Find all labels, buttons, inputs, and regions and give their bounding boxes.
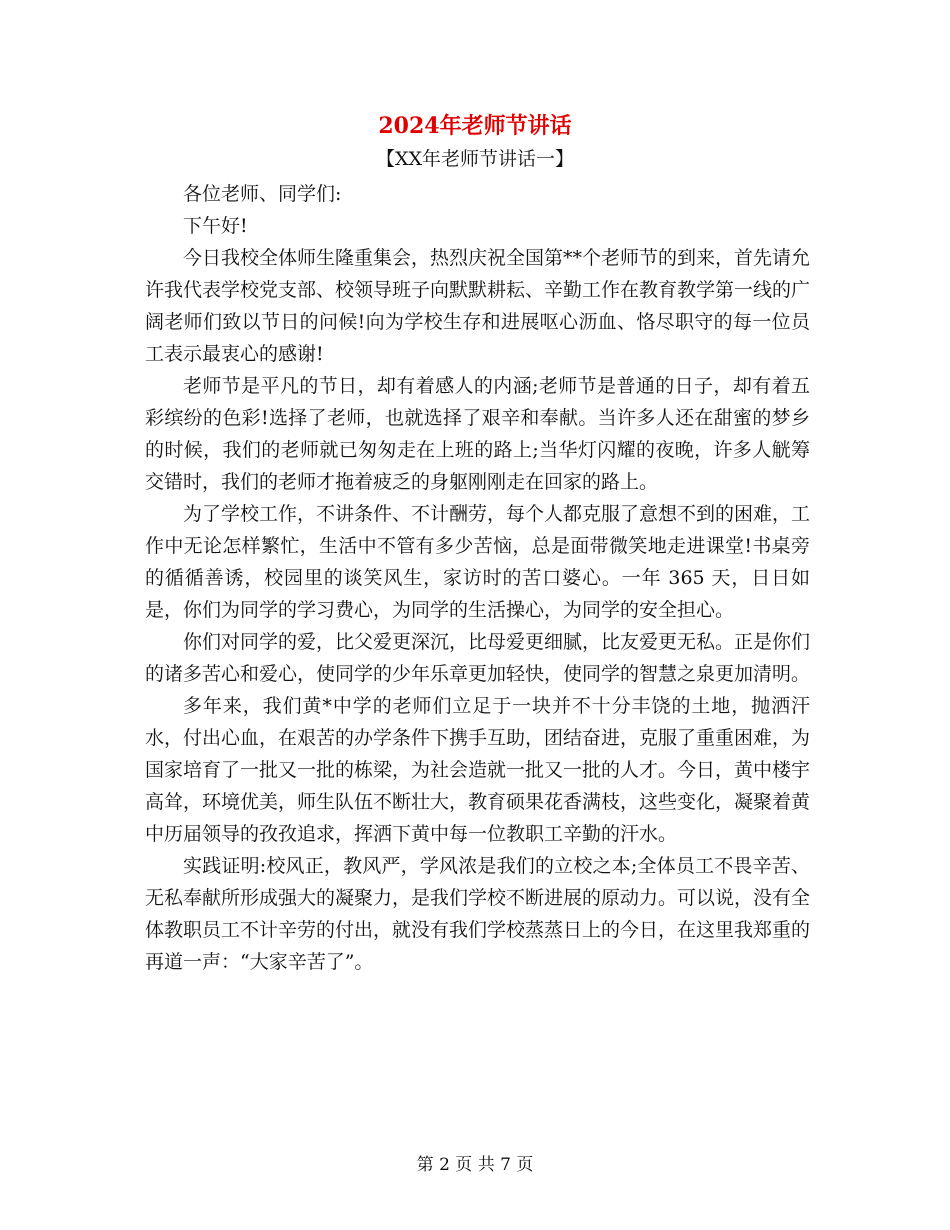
body-paragraph: 你们对同学的爱，比父爱更深沉，比母爱更细腻，比友爱更无私。正是你们的诸多苦心和爱心，使同学的少年乐章更加轻快，使同学的智慧之泉更加清明。 [145,631,811,685]
body-paragraph: 多年来，我们黄*中学的老师们立足于一块并不十分丰饶的土地，抛洒汗水，付出心血，在艰苦的办学条件下携手互助，团结奋进，克服了重重困难，为国家培育了一批又一批的栋梁，为社会造就一批又一批的人才。今日，黄中楼宇高耸，环境优美，师生队伍不断壮大，教育硕果花香满枝，这些变化，凝聚着黄中历届领导的孜孜追求，挥洒下黄中每一位教职工辛勤的汗水。 [145,695,811,845]
body-paragraph: 为了学校工作，不讲条件、不计酬劳，每个人都克服了意想不到的困难，工作中无论怎样繁忙，生活中不管有多少苦恼，总是面带微笑地走进课堂!书桌旁的循循善诱，校园里的谈笑风生，家访时的苦口婆心。一年 365 天，日日如是，你们为同学的学习费心，为同学的生活操心，为同学的安全担心。 [145,503,811,621]
greeting-line: 下午好! [183,215,248,237]
body-paragraph: 老师节是平凡的节日，却有着感人的内涵;老师节是普通的日子，却有着五彩缤纷的色彩!选择了老师，也就选择了艰辛和奉献。当许多人还在甜蜜的梦乡的时候，我们的老师就已匆匆走在上班的路上;当华灯闪耀的夜晚，许多人觥筹交错时，我们的老师才拖着疲乏的身躯刚刚走在回家的路上。 [145,375,810,493]
document-body [145,178,810,978]
body-paragraph: 今日我校全体师生隆重集会，热烈庆祝全国第**个老师节的到来，首先请允许我代表学校党支部、校领导班子向默默耕耘、辛勤工作在教育教学第一线的广阔老师们致以节日的问候!向为学校生存和进展呕心沥血、恪尽职守的每一位员工表示最衷心的感谢! [145,247,811,365]
body-paragraph: 实践证明:校风正，教风严，学风浓是我们的立校之本;全体员工不畏辛苦、无私奉献所形成强大的凝聚力，是我们学校不断进展的原动力。可以说，没有全体教职员工不计辛劳的付出，就没有我们学校蒸蒸日上的今日，在这里我郑重的再道一声：“大家辛苦了”。 [145,855,811,973]
document-subtitle: 【XX年老师节讲话一】 [375,148,575,170]
document-title: 2024年老师节讲话 [378,113,572,139]
greeting-line: 各位老师、同学们: [183,183,342,205]
page-number: 第 2 页 共 7 页 [416,1155,534,1175]
